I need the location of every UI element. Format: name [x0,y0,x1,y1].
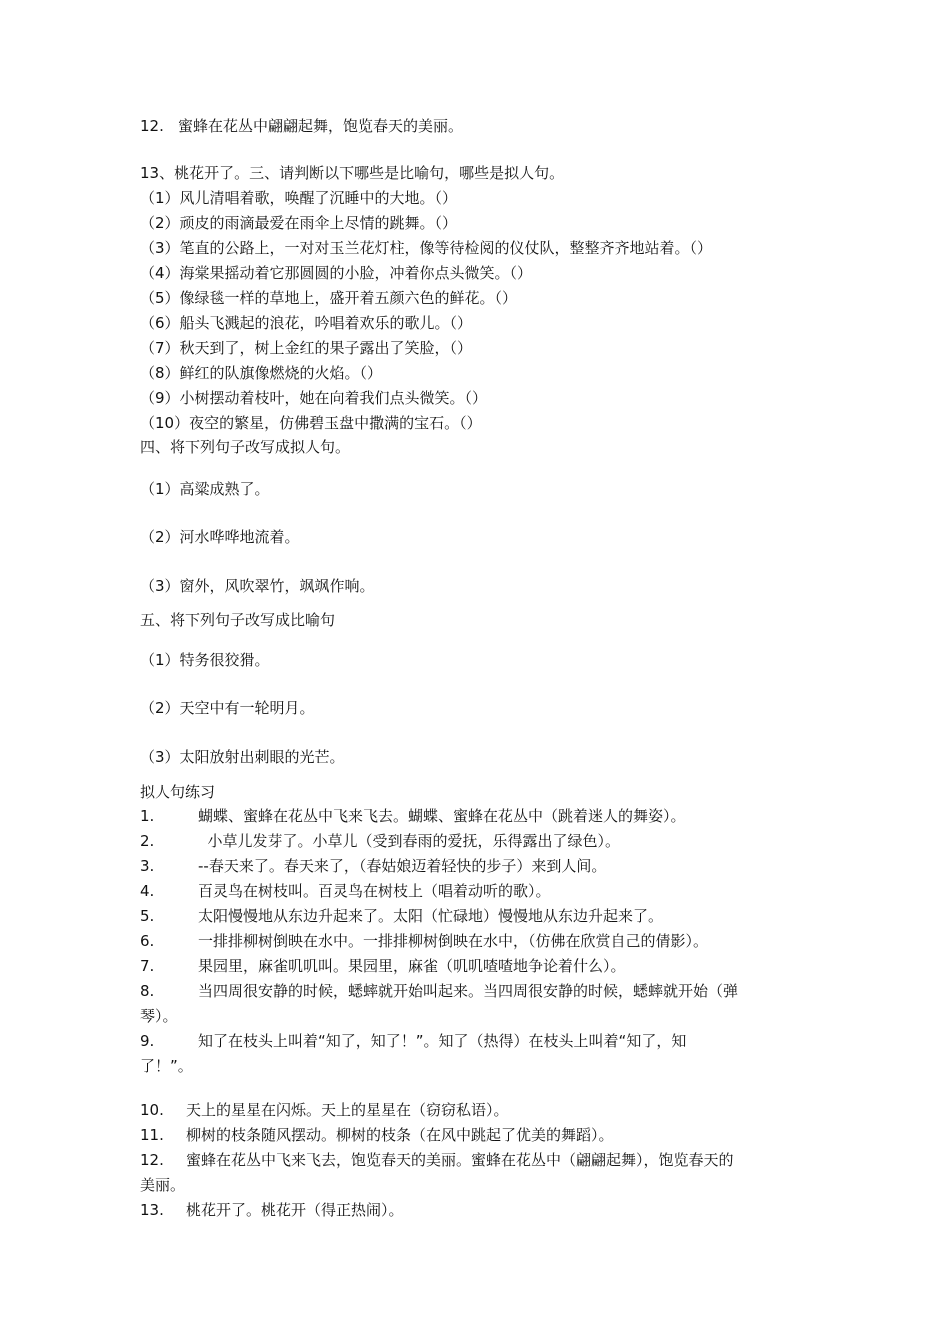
practice-item-12-cont [140,1174,185,1196]
section4-item-2: （2）河水哗哗地流着。 [140,528,300,546]
item-text: 一排排柳树倒映在水中。一排排柳树倒映在水中，（仿佛在欣赏自己的倩影）。 [198,932,709,950]
section4-item-1: （1）高粱成熟了。 [140,480,270,498]
judge-item-3: （3）笔直的公路上，一对对玉兰花灯柱，像等待检阅的仪仗队，整整齐齐地站着。（） [140,239,713,257]
item-text: 小草儿发芽了。小草儿（受到春雨的爱抚，乐得露出了绿色）。 [198,832,621,850]
section4-title: 四、将下列句子改写成拟人句。 [140,438,351,456]
practice-item-5 [140,905,663,927]
item-number: 12. [140,1151,164,1169]
item-text: 柳树的枝条随风摆动。柳树的枝条（在风中跳起了优美的舞蹈）。 [186,1126,614,1144]
section4-item-3: （3）窗外，风吹翠竹，飒飒作响。 [140,577,375,595]
practice-item-11 [140,1124,614,1146]
practice-item-8-cont [140,1005,178,1027]
item-text: 蜜蜂在花丛中飞来飞去，饱览春天的美丽。蜜蜂在花丛中（翩翩起舞），饱览春天的 [186,1151,734,1169]
top-line-13: 13、桃花开了。三、请判断以下哪些是比喻句，哪些是拟人句。 [140,164,565,182]
item-text: --春天来了。春天来了，（春姑娘迈着轻快的步子）来到人间。 [198,857,607,875]
item-number: 8. [140,982,155,1000]
judge-item-10: （10）夜空的繁星，仿佛碧玉盘中撒满的宝石。（） [140,414,482,432]
item-text: 天上的星星在闪烁。天上的星星在（窃窃私语）。 [186,1101,509,1119]
item-number: 10. [140,1101,164,1119]
item-number: 12. [140,117,164,135]
practice-item-8 [140,980,738,1002]
judge-item-5: （5）像绿毯一样的草地上，盛开着五颜六色的鲜花。（） [140,289,518,307]
judge-item-6: （6）船头飞溅起的浪花，吟唱着欢乐的歌儿。（） [140,314,473,332]
practice-item-7 [140,955,626,977]
item-text: 桃花开了。桃花开（得正热闹）。 [186,1201,404,1219]
practice-item-13 [140,1199,404,1221]
section5-item-3: （3）太阳放射出刺眼的光芒。 [140,748,345,766]
item-text: 知了在枝头上叫着“知了，知了！”。知了（热得）在枝头上叫着“知了，知 [198,1032,687,1050]
practice-item-12 [140,1149,734,1171]
practice-item-2 [140,830,620,852]
item-text: 蝴蝶、蜜蜂在花丛中飞来飞去。蝴蝶、蜜蜂在花丛中（跳着迷人的舞姿）。 [198,807,686,825]
item-number: 3. [140,857,155,875]
item-number: 13. [140,1201,164,1219]
item-text: 百灵鸟在树枝叫。百灵鸟在树枝上（唱着动听的歌）。 [198,882,551,900]
item-number: 6. [140,932,155,950]
item-text: 琴）。 [140,1007,178,1025]
item-text: 美丽。 [140,1176,186,1194]
judge-item-7: （7）秋天到了，树上金红的果子露出了笑脸，（） [140,339,473,357]
practice-item-9-cont [140,1055,193,1077]
item-number: 2. [140,832,155,850]
item-text: 了！”。 [140,1057,193,1075]
section5-title: 五、将下列句子改写成比喻句 [140,611,336,629]
item-text: 太阳慢慢地从东边升起来了。太阳（忙碌地）慢慢地从东边升起来了。 [198,907,664,925]
judge-item-1: （1）风儿清唱着歌，唤醒了沉睡中的大地。（） [140,189,458,207]
item-text: 当四周很安静的时候，蟋蟀就开始叫起来。当四周很安静的时候，蟋蟀就开始（弹 [198,982,739,1000]
practice-item-10 [140,1099,509,1121]
practice-item-3 [140,855,606,877]
item-number: 1. [140,807,155,825]
section5-item-1: （1）特务很狡猾。 [140,651,270,669]
judge-item-2: （2）顽皮的雨滴最爱在雨伞上尽情的跳舞。（） [140,214,458,232]
judge-item-9: （9）小树摆动着枝叶，她在向着我们点头微笑。（） [140,389,488,407]
practice-item-1 [140,805,686,827]
judge-item-8: （8）鲜红的队旗像燃烧的火焰。（） [140,364,383,382]
judge-item-4: （4）海棠果摇动着它那圆圆的小脸，冲着你点头微笑。（） [140,264,533,282]
practice-item-6 [140,930,708,952]
item-number: 7. [140,957,155,975]
item-text: 果园里，麻雀叽叽叫。果园里，麻雀（叽叽喳喳地争论着什么）。 [198,957,626,975]
item-number: 11. [140,1126,164,1144]
practice-item-9 [140,1030,686,1052]
practice-item-4 [140,880,551,902]
item-text: 蜜蜂在花丛中翩翩起舞，饱览春天的美丽。 [178,117,464,135]
practice-title: 拟人句练习 [140,783,216,801]
item-number: 5. [140,907,155,925]
item-number: 4. [140,882,155,900]
section5-item-2: （2）天空中有一轮明月。 [140,699,315,717]
top-line-12 [140,115,463,137]
item-number: 9. [140,1032,155,1050]
